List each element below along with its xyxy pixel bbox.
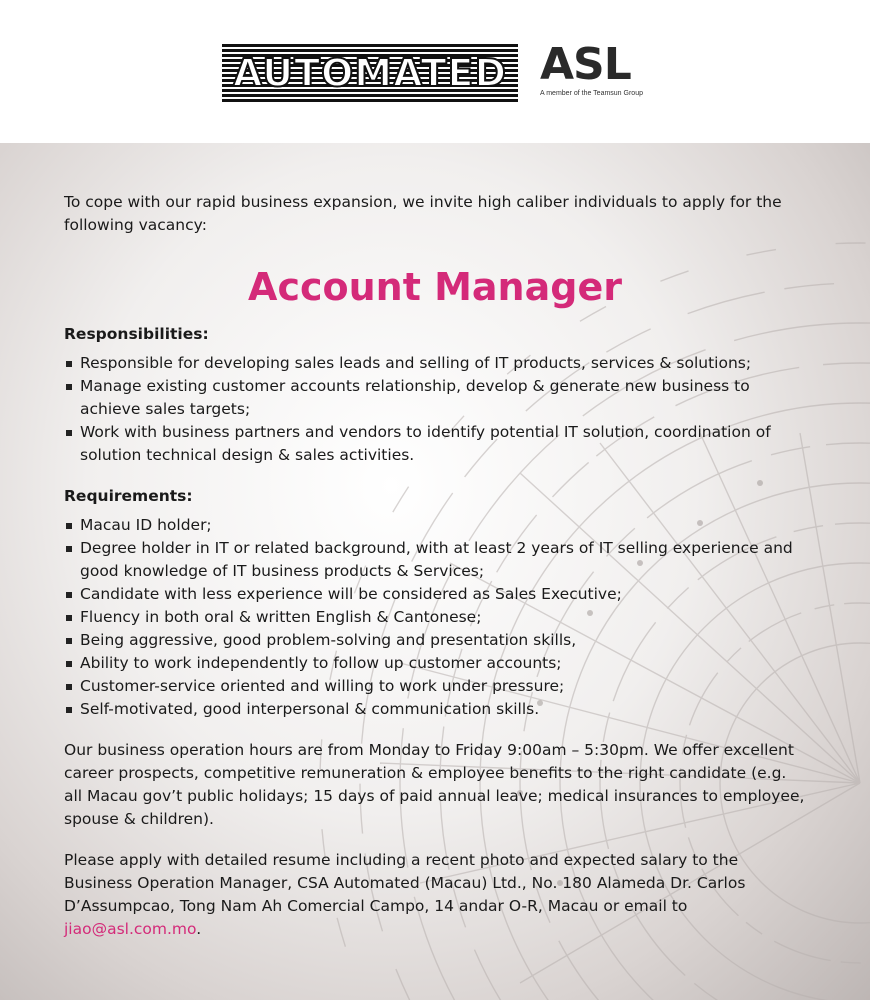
- requirements-heading: Requirements:: [64, 487, 193, 505]
- apply-paragraph: [64, 849, 806, 941]
- list-item: Ability to work independently to follow up customer accounts;: [64, 652, 806, 675]
- list-item: Self-motivated, good interpersonal & communication skills.: [64, 698, 806, 721]
- automated-logo: [222, 44, 518, 102]
- header: [0, 0, 870, 143]
- job-title: Account Manager: [248, 265, 622, 309]
- advert-content: [64, 191, 806, 941]
- list-item: Degree holder in IT or related background, with at least 2 years of IT selling experience and good knowledge of IT business products & Services;: [64, 537, 806, 583]
- list-item: Fluency in both oral & written English & Cantonese;: [64, 606, 806, 629]
- email-link[interactable]: jiao@asl.com.mo: [64, 920, 197, 938]
- list-item: Customer-service oriented and willing to work under pressure;: [64, 675, 806, 698]
- benefits-paragraph: Our business operation hours are from Monday to Friday 9:00am – 5:30pm. We offer excellent career prospects, competitive remuneration & employee benefits to the right candidate (e.g. all Macau gov’t public holidays; 15 days of paid annual leave; medical insurances to employee, spouse & children).: [64, 741, 805, 828]
- list-item: Candidate with less experience will be considered as Sales Executive;: [64, 583, 806, 606]
- asl-logo: [540, 39, 652, 106]
- list-item: Being aggressive, good problem-solving and presentation skills,: [64, 629, 806, 652]
- intro-paragraph: To cope with our rapid business expansion, we invite high caliber individuals to apply for the following vacancy:: [64, 193, 782, 234]
- asl-logo-mark: ASL: [540, 39, 631, 90]
- list-item: Work with business partners and vendors to identify potential IT solution, coordination of solution technical design & sales activities.: [64, 421, 806, 467]
- list-item: Macau ID holder;: [64, 514, 806, 537]
- apply-suffix: .: [196, 920, 202, 938]
- asl-logo-tagline: A member of the Teamsun Group: [540, 90, 643, 97]
- responsibilities-heading: Responsibilities:: [64, 325, 209, 343]
- apply-text: Please apply with detailed resume including a recent photo and expected salary to the Business Operation Manager, CSA Automated (Macau) Ltd., No. 180 Alameda Dr. Carlos D’Assumpcao, Tong Nam Ah Comercial Campo, 14 andar O-R, Macau or email to: [64, 851, 746, 915]
- advert-body: [0, 143, 870, 1000]
- list-item: Manage existing customer accounts relationship, develop & generate new business to achieve sales targets;: [64, 375, 806, 421]
- automated-logo-text: AUTOMATED: [232, 51, 508, 95]
- responsibilities-list: [64, 352, 806, 467]
- list-item: Responsible for developing sales leads and selling of IT products, services & solutions;: [64, 352, 806, 375]
- requirements-list: [64, 514, 806, 721]
